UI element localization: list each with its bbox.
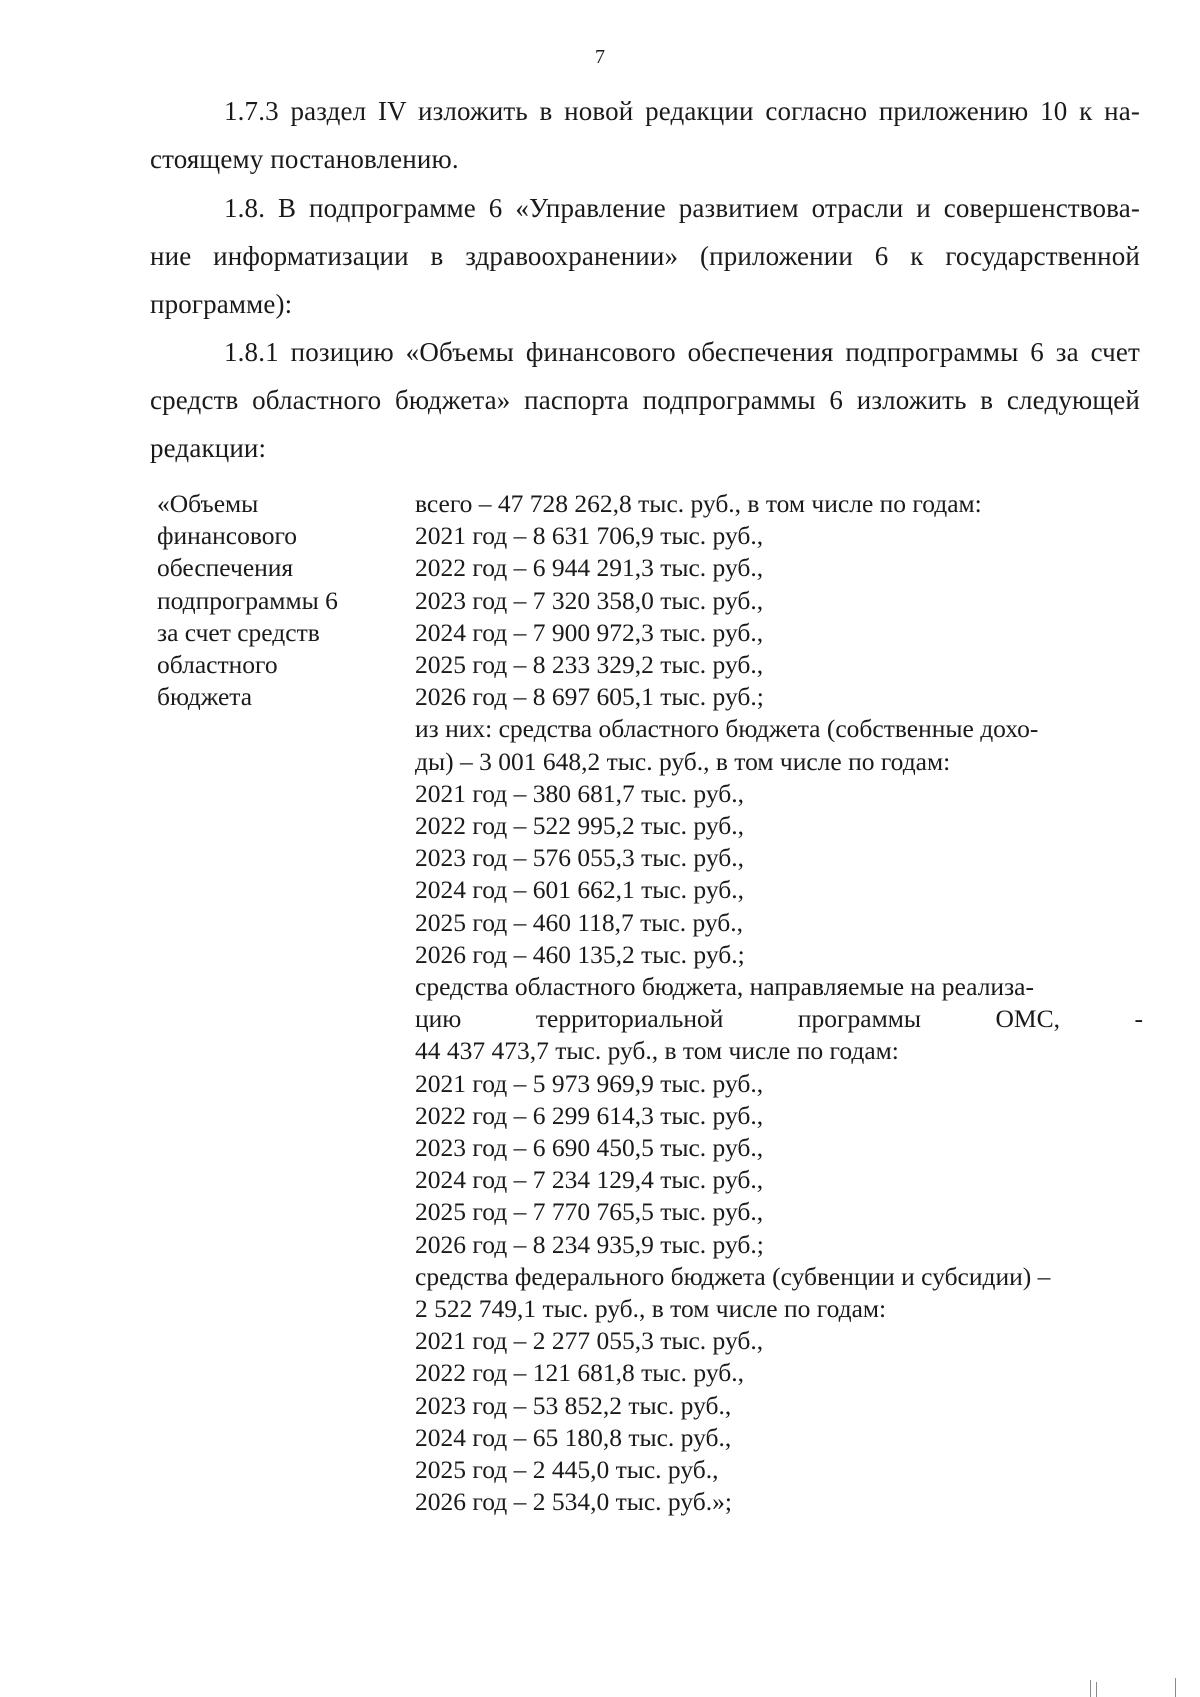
year-line: 2022 год – 6 299 614,3 тыс. руб., <box>415 1100 764 1130</box>
paragraph-1-7-3 <box>150 87 1140 183</box>
year-line: 2026 год – 8 234 935,9 тыс. руб.; <box>415 1229 764 1259</box>
paragraph-1-8-1 <box>150 328 1140 472</box>
year-line: 2024 год – 7 234 129,4 тыс. руб., <box>415 1165 764 1195</box>
oms-word: - <box>1134 1004 1143 1034</box>
year-line: 2025 год – 8 233 329,2 тыс. руб., <box>415 650 764 680</box>
year-line: 2026 год – 8 697 605,1 тыс. руб.; <box>415 682 764 712</box>
year-line: 2022 год – 522 995,2 тыс. руб., <box>415 811 744 841</box>
oms-word: ОМС, <box>995 1004 1060 1034</box>
year-line: 2024 год – 7 900 972,3 тыс. руб., <box>415 617 764 647</box>
oms-word: программы <box>797 1004 921 1034</box>
label-line: за счет средств <box>157 617 320 647</box>
label-line: областного <box>157 650 278 680</box>
year-line: 2024 год – 601 662,1 тыс. руб., <box>415 875 744 905</box>
year-line: 2023 год – 7 320 358,0 тыс. руб., <box>415 585 764 615</box>
oms-word: территориальной <box>535 1004 724 1034</box>
year-line: 2023 год – 53 852,2 тыс. руб., <box>415 1390 732 1420</box>
year-line: 2025 год – 2 445,0 тыс. руб., <box>415 1455 719 1485</box>
paragraph-line: 1.8. В подпрограмме 6 «Управление развитием отрасли и совершенствова- <box>224 193 1140 223</box>
page-number: 7 <box>595 46 605 68</box>
total-funding-line: всего – 47 728 262,8 тыс. руб., в том числе по годам: <box>415 489 982 518</box>
own-revenue-line: ды) – 3 001 648,2 тыс. руб., в том числе по годам: <box>415 746 951 776</box>
funding-position-label <box>157 488 387 713</box>
label-line: «Объемы <box>157 489 259 518</box>
paragraph-line: средств областного бюджета» паспорта подпрограммы 6 изложить в следующей <box>150 385 1140 415</box>
paragraph-line: стоящему постановлению. <box>150 144 459 174</box>
paragraph-line: 1.7.3 раздел IV изложить в новой редакции согласно приложению 10 к на- <box>224 96 1140 126</box>
year-line: 2021 год – 2 277 055,3 тыс. руб., <box>415 1326 764 1356</box>
paragraph-line: ние информатизации в здравоохранении» (приложении 6 к государственной <box>150 241 1140 271</box>
year-line: 2023 год – 576 055,3 тыс. руб., <box>415 843 744 873</box>
federal-funding-line: 2 522 749,1 тыс. руб., в том числе по годам: <box>415 1294 887 1324</box>
year-line: 2022 год – 6 944 291,3 тыс. руб., <box>415 553 764 583</box>
oms-funding-line: 44 437 473,7 тыс. руб., в том числе по годам: <box>415 1036 899 1066</box>
federal-funding-line: средства федерального бюджета (субвенции и субсидии) – <box>415 1261 1051 1291</box>
year-line: 2024 год – 65 180,8 тыс. руб., <box>415 1422 732 1452</box>
oms-funding-line: средства областного бюджета, направляемые на реализа- <box>415 972 1034 1002</box>
year-line: 2026 год – 2 534,0 тыс. руб.»; <box>415 1487 732 1517</box>
paragraph-line: редакции: <box>150 433 267 463</box>
label-line: обеспечения <box>157 553 294 583</box>
oms-word: цию <box>415 1004 462 1034</box>
year-line: 2021 год – 5 973 969,9 тыс. руб., <box>415 1068 764 1098</box>
year-line: 2022 год – 121 681,8 тыс. руб., <box>415 1358 744 1388</box>
label-line: бюджета <box>157 682 253 712</box>
year-line: 2026 год – 460 135,2 тыс. руб.; <box>415 939 745 969</box>
label-line: подпрограммы 6 <box>157 585 338 615</box>
scan-mark <box>1096 1682 1097 1697</box>
scan-mark <box>1175 1678 1176 1697</box>
paragraph-1-8 <box>150 184 1140 328</box>
funding-values <box>415 488 1143 1519</box>
own-revenue-line: из них: средства областного бюджета (собственные дохо- <box>415 714 1039 744</box>
year-line: 2025 год – 7 770 765,5 тыс. руб., <box>415 1197 764 1227</box>
label-line: финансового <box>157 521 298 551</box>
year-line: 2021 год – 380 681,7 тыс. руб., <box>415 778 744 808</box>
paragraph-line: 1.8.1 позицию «Объемы финансового обеспечения подпрограммы 6 за счет <box>224 337 1140 367</box>
oms-funding-line <box>415 1003 1143 1035</box>
paragraph-line: программе): <box>150 289 293 319</box>
year-line: 2021 год – 8 631 706,9 тыс. руб., <box>415 521 764 551</box>
year-line: 2025 год – 460 118,7 тыс. руб., <box>415 907 744 937</box>
scan-mark <box>1090 1680 1091 1697</box>
year-line: 2023 год – 6 690 450,5 тыс. руб., <box>415 1133 764 1163</box>
